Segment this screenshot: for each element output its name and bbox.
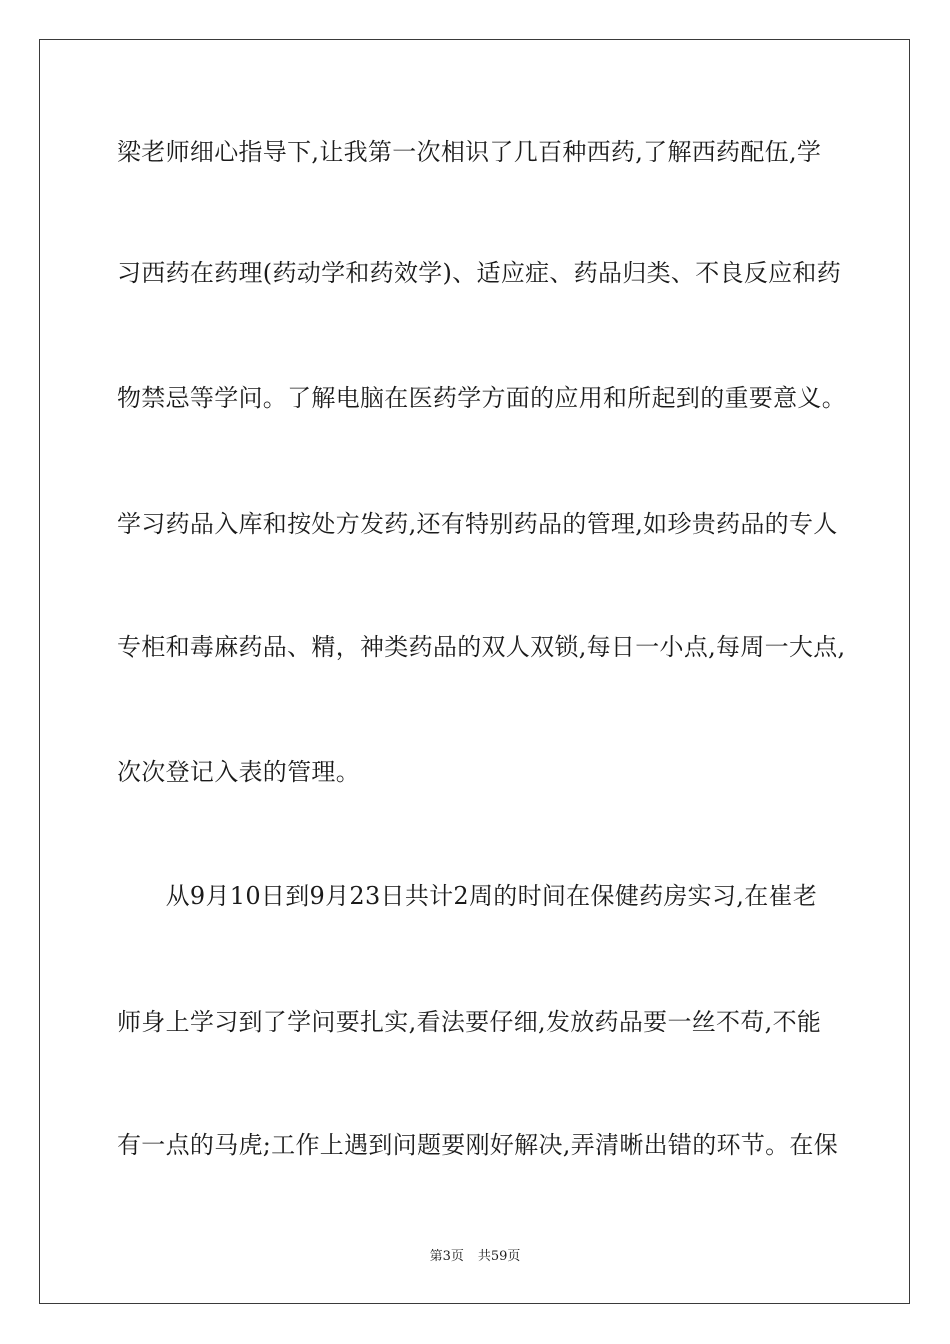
paragraph-line: 物禁忌等学问。了解电脑在医药学方面的应用和所起到的重要意义。 <box>117 384 846 412</box>
page-total: 共59页 <box>477 1249 521 1264</box>
paragraph-line: 学习药品入库和按处方发药,还有特别药品的管理,如珍贵药品的专人 <box>117 510 838 538</box>
page-number: 第3页 <box>429 1249 464 1264</box>
paragraph-line: 次次登记入表的管理。 <box>117 758 360 786</box>
paragraph-line: 习西药在药理(药动学和药效学)、适应症、药品归类、不良反应和药 <box>117 259 842 287</box>
paragraph-line: 师身上学习到了学问要扎实,看法要仔细,发放药品要一丝不苟,不能 <box>117 1008 822 1036</box>
page-footer <box>0 1248 950 1266</box>
paragraph-line: 梁老师细心指导下,让我第一次相识了几百种西药,了解西药配伍,学 <box>117 138 822 166</box>
paragraph-line: 从9月10日到9月23日共计2周的时间在保健药房实习,在崔老 <box>117 882 818 910</box>
paragraph-line: 专柜和毒麻药品、精，神类药品的双人双锁,每日一小点,每周一大点, <box>117 633 846 661</box>
page-border <box>39 39 910 1304</box>
paragraph-line: 有一点的马虎;工作上遇到问题要刚好解决,弄清晰出错的环节。在保 <box>117 1131 839 1159</box>
